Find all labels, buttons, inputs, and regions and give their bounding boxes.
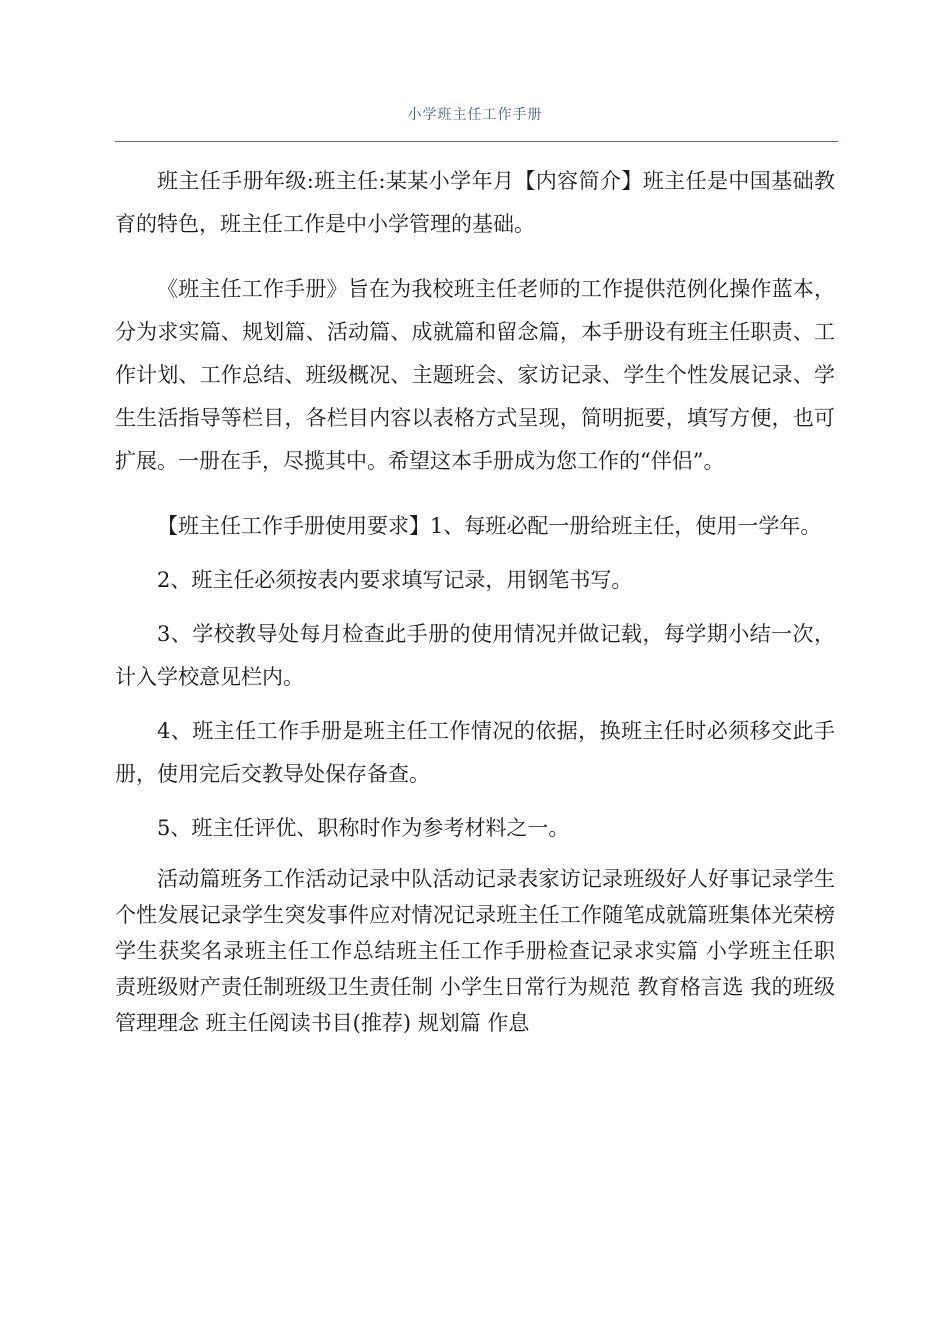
- header-divider: [115, 141, 838, 142]
- paragraph-contents: 活动篇班务工作活动记录中队活动记录表家访记录班级好人好事记录学生个性发展记录学生突发事件应对情况记录班主任工作随笔成就篇班集体光荣榜学生获奖名录班主任工作总结班主任工作手册检查记录求实篇 小学班主任职责班级财产责任制班级卫生责任制 小学生日常行为规范 教育格言选 我的班级管理理念 班主任阅读书目(推荐) 规划篇 作息: [115, 867, 835, 1035]
- running-header: 小学班主任工作手册: [407, 107, 543, 123]
- paragraph-intro: 班主任手册年级:班主任:某某小学年月【内容简介】班主任是中国基础教育的特色，班主任工作是中小学管理的基础。: [115, 169, 835, 236]
- paragraph-requirement-1: 【班主任工作手册使用要求】1、每班必配一册给班主任，使用一学年。: [157, 514, 822, 538]
- paragraph-requirement-3: 3、学校教导处每月检查此手册的使用情况并做记载，每学期小结一次，计入学校意见栏内。: [115, 622, 835, 689]
- document-body: [115, 160, 835, 1063]
- paragraph-requirement-2: 2、班主任必须按表内要求填写记录，用钢笔书写。: [157, 568, 633, 592]
- paragraph-description: 《班主任工作手册》旨在为我校班主任老师的工作提供范例化操作蓝本，分为求实篇、规划篇、活动篇、成就篇和留念篇，本手册设有班主任职责、工作计划、工作总结、班级概况、主题班会、家访记录、学生个性发展记录、学生生活指导等栏目，各栏目内容以表格方式呈现，简明扼要，填写方便，也可扩展。一册在手，尽揽其中。希望这本手册成为您工作的“伴侣”。: [115, 277, 835, 473]
- paragraph-requirement-4: 4、班主任工作手册是班主任工作情况的依据，换班主任时必须移交此手册，使用完后交教导处保存备查。: [115, 719, 835, 786]
- paragraph-requirement-5: 5、班主任评优、职称时作为参考材料之一。: [157, 816, 570, 840]
